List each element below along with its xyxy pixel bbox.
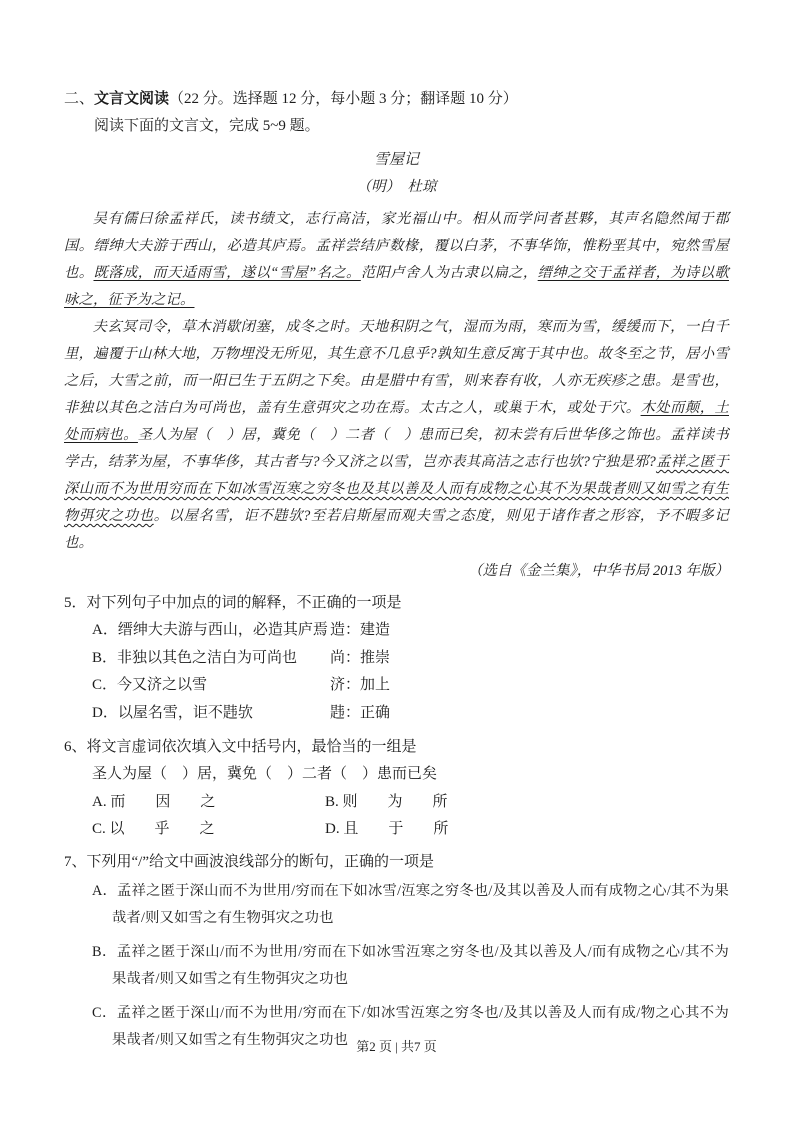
option-text: B．非独以其色之洁白为可尚也 xyxy=(92,649,298,666)
option-text: A．缙绅大夫游与西山，必造其庐焉 xyxy=(92,622,328,638)
option-block: B．孟祥之匿于深山/而不为世用/穷而在下如冰雪沍寒之穷冬也/及其以善及人/而有成物之心/其不为果哉者/则又如雪之有生物弭灾之功也 xyxy=(92,943,729,987)
option-row xyxy=(92,617,729,645)
page-number: 第2 页 | 共7 页 xyxy=(356,1039,437,1054)
option-gloss: 尚：推崇 xyxy=(330,649,391,666)
underlined-text: 木处而颠，土处而病也。 xyxy=(64,400,729,443)
option-row xyxy=(92,700,729,728)
underlined-text: 既落成，而天适雨雪，遂以“雪屋”名之。 xyxy=(93,265,361,281)
question-6-stem xyxy=(64,733,729,761)
question-5-stem xyxy=(64,589,729,617)
question-6-example: 圣人为屋（ ）居，冀免（ ）二者（ ）患而已矣 xyxy=(92,766,438,782)
page-footer xyxy=(0,1036,793,1055)
option-block: C．孟祥之匿于深山/而不为世用/穷而在下/如冰雪沍寒之穷冬也/及其以善及人而有成/物之心其不为果哉者/则又如雪之有生物弭灾之功也 xyxy=(92,1004,729,1048)
option-cell: A. 而 因 之 xyxy=(92,793,216,810)
question-7-stem xyxy=(64,848,729,876)
question-6 xyxy=(64,733,729,844)
essay-title: 雪屋记 xyxy=(373,152,419,168)
question-5 xyxy=(64,589,729,727)
question-7-stem-text: 下列用“/”给文中画波浪线部分的断句，正确的一项是 xyxy=(86,853,435,870)
passage-text: 吴有儒曰徐孟祥氏，读书绩文，志行高洁，家光福山中。相从而学问者甚夥，其声名隐然闻于郡国。缙绅大夫游于西山，必造其庐焉。孟祥尝结庐数椽，覆以白茅，不事华饰，惟粉垩其中，宛然雪屋也。 xyxy=(64,211,729,281)
passage-text: 。以屋名雪，讵不韪欤?至若启斯屋而观夫雪之态度，则见于诸作者之形容，予不暇多记也。 xyxy=(64,508,729,551)
question-5-stem-text: 对下列句子中加点的词的解释，不正确的一项是 xyxy=(86,595,402,611)
passage-text: 圣人为屋（ ）居，冀免（ ）二者（ ）患而已矣，初未尝有后世华侈之饰也。孟祥读书学古，结茅为屋，不事华侈，其古者与?今又济之以雪，岂亦表其高洁之志行也欤?宁独是邪? xyxy=(64,427,729,470)
option-block: A．孟祥之匿于深山而不为世用/穷而在下如冰雪/沍寒之穷冬也/及其以善及人而有成物之心/其不为果哉者/则又如雪之有生物弭灾之功也 xyxy=(92,882,729,926)
question-7-options xyxy=(64,878,729,1054)
passage-text: 夫玄冥司令，草木消歇闭塞，成冬之时。天地积阴之气，湿而为雨，寒而为雪，缓缓而下，一白千里，遍覆于山林大地，万物埋没无所见，其生意不几息乎?孰知生意反寓于其中也。故冬至之节，居小雪之后，大雪之前，而一阳已生于五阴之下矣。由是腊中有雪，则来春有收，人亦无疾疹之患。是雪也，非独以其色之洁白为可尚也，盖有生意弭灾之功在焉。太古之人，或巢于木，或处于穴。 xyxy=(64,319,729,416)
option-gloss: 造：建造 xyxy=(330,622,391,638)
essay-body xyxy=(64,206,729,557)
section-meta: （22 分。选择题 12 分，每小题 3 分；翻译题 10 分） xyxy=(169,91,518,107)
question-5-label: 5． xyxy=(64,595,87,611)
essay-paragraph xyxy=(64,314,729,557)
section-title: 文言文阅读 xyxy=(94,91,170,107)
question-6-label: 6、 xyxy=(64,739,87,755)
essay-author: （明） 杜琼 xyxy=(356,179,437,195)
section-number: 二、 xyxy=(64,91,95,107)
essay-source: （选自《金兰集》，中华书局 2013 年版） xyxy=(468,563,729,579)
section-header xyxy=(64,88,729,110)
option-cell: D. 且 于 所 xyxy=(325,821,449,837)
option-gloss: 济：加上 xyxy=(330,677,391,693)
option-text: C．今又济之以雪 xyxy=(92,677,208,693)
question-6-options xyxy=(92,789,729,844)
wavy-underlined-text: 孟祥之匿于深山而不为世用穷而在下如冰雪沍寒之穷冬也及其以善及人而有成物之心其不为果哉者则又如雪之有生物弭灾之功也 xyxy=(64,454,730,524)
option-gloss: 韪：正确 xyxy=(330,704,391,721)
reading-instruction: 阅读下面的文言文，完成 5~9 题。 xyxy=(94,118,320,134)
question-5-options xyxy=(64,617,729,727)
underlined-text: 缙绅之交于孟祥者，为诗以歌咏之，征予为之记。 xyxy=(64,265,730,308)
question-6-stem-text: 将文言虚词依次填入文中括号内，最恰当的一组是 xyxy=(86,739,417,755)
option-row xyxy=(92,672,729,700)
option-row xyxy=(92,645,729,673)
option-cell: C. 以 乎 之 xyxy=(92,821,215,837)
essay-paragraph xyxy=(64,206,729,314)
option-text: D．以屋名雪，讵不韪欤 xyxy=(92,704,253,721)
question-7 xyxy=(64,848,729,1054)
question-7-label: 7、 xyxy=(64,853,87,870)
passage-text: 范阳卢舍人为古隶以扁之， xyxy=(360,265,538,281)
option-cell: B. 则 为 所 xyxy=(325,793,448,810)
